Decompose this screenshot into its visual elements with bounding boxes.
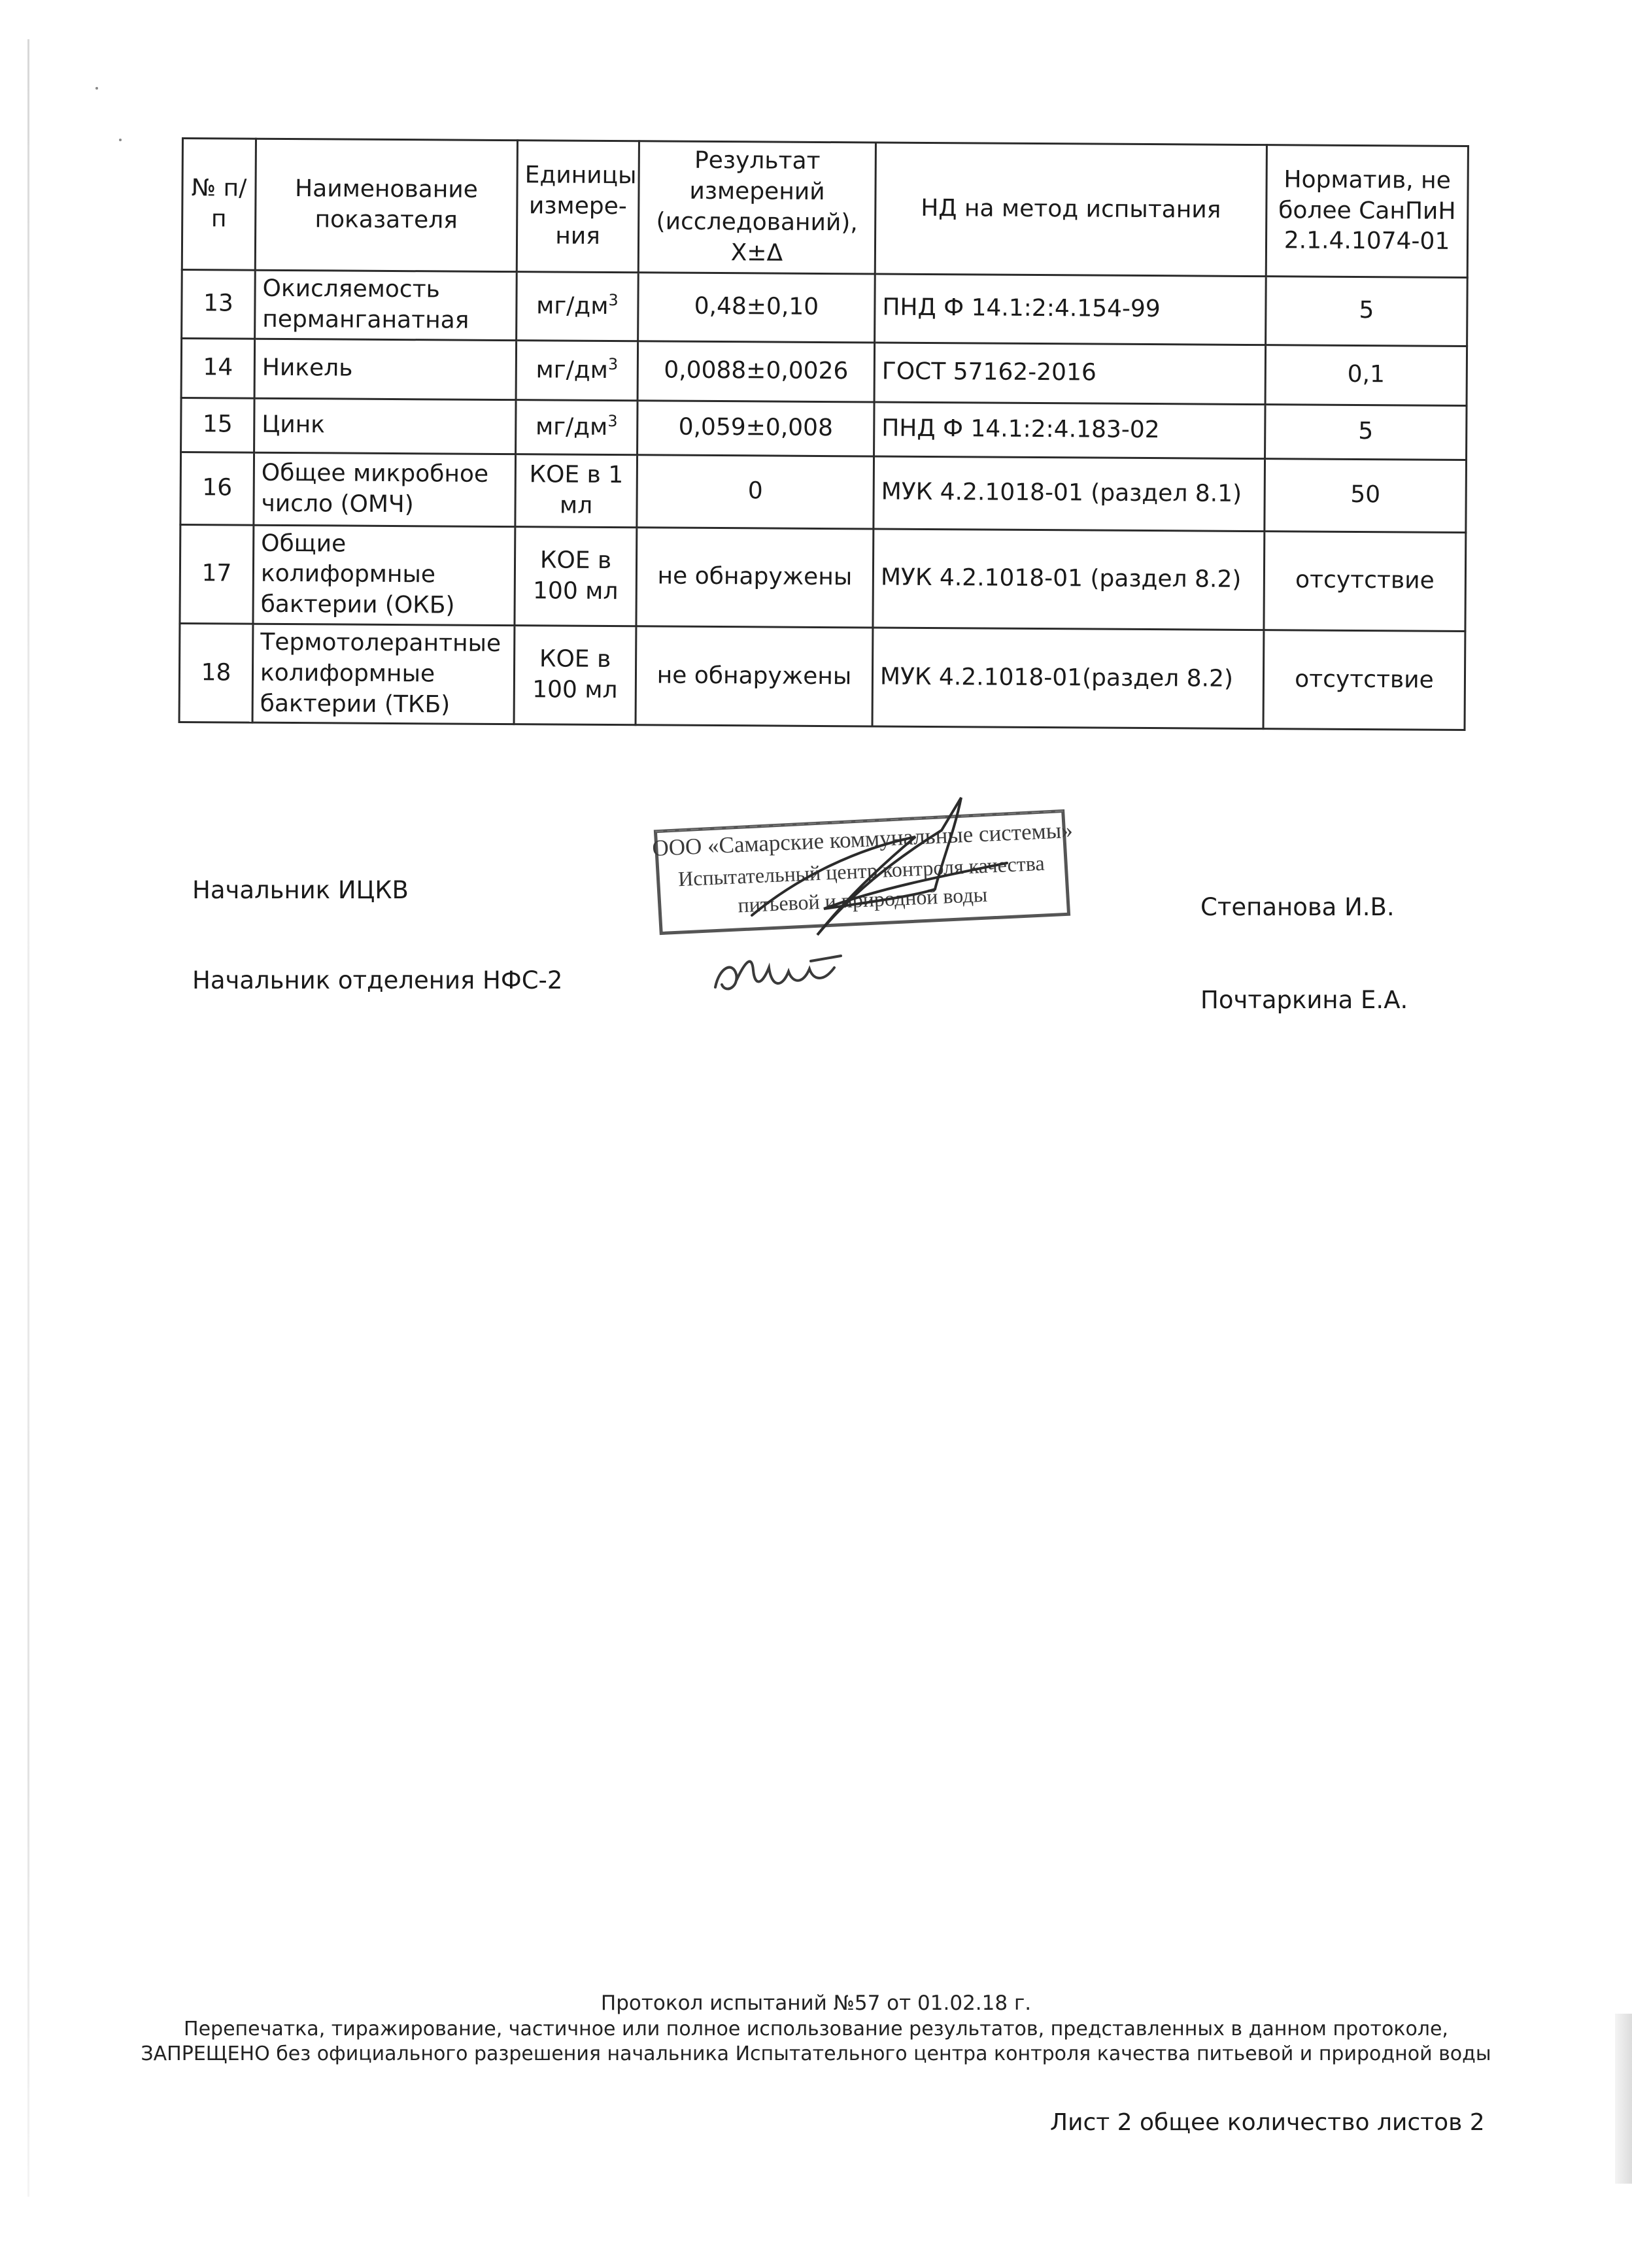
unit-text: мг/дм	[536, 356, 608, 384]
cell-num: 17	[180, 524, 254, 624]
cell-nd: МУК 4.2.1018-01 (раздел 8.1)	[874, 456, 1265, 532]
cell-unit: КОЕ в 1 мл	[515, 454, 638, 527]
cell-result: 0,48±0,10	[638, 273, 876, 343]
unit-text: мг/дм	[535, 413, 608, 441]
footer-reprint-notice: Перепечатка, тиражирование, частичное или полное использование результатов, представленных в данном протоколе,	[184, 2018, 1448, 2040]
unit-superscript: 3	[608, 291, 619, 310]
cell-num: 15	[181, 398, 255, 452]
header-num: № п/п	[182, 139, 256, 271]
cell-name: Никель	[254, 339, 517, 399]
cell-nd: ПНД Ф 14.1:2:4.183-02	[874, 402, 1265, 459]
stamp-line-3: питьевой и природной воды	[737, 882, 988, 917]
table-row	[180, 452, 1467, 532]
cell-num: 13	[182, 270, 256, 339]
sheet-counter: Лист 2 общее количество листов 2	[1050, 2109, 1485, 2136]
table-row	[181, 398, 1467, 460]
unit-superscript: 3	[607, 355, 619, 374]
head-position-label: Начальник ИЦКВ	[192, 876, 409, 904]
results-table	[178, 137, 1469, 731]
cell-norm: отсутствие	[1263, 630, 1465, 730]
cell-num: 16	[180, 452, 254, 525]
header-name: Наименование показателя	[255, 139, 517, 271]
head-name: Степанова И.В.	[1200, 893, 1395, 921]
cell-nd: ГОСТ 57162-2016	[874, 343, 1266, 405]
dept-position-label: Начальник отделения НФС-2	[192, 966, 563, 994]
cell-unit: КОЕ в 100 мл	[515, 526, 637, 626]
cell-result: 0,059±0,008	[638, 400, 875, 456]
cell-unit	[516, 399, 638, 454]
signature-head-icon	[745, 791, 1020, 961]
cell-norm: 5	[1265, 404, 1467, 460]
cell-norm: 5	[1266, 277, 1468, 346]
cell-unit	[516, 340, 638, 400]
header-nd: НД на метод испытания	[875, 143, 1266, 277]
cell-unit	[517, 272, 639, 341]
stamp-line-2: Испытательный центр контроля качества	[677, 851, 1046, 891]
footer-prohibition: ЗАПРЕЩЕНО без официального разрешения начальника Испытательного центра контроля качества питьевой и природной воды	[141, 2042, 1491, 2065]
table-header-row	[182, 139, 1468, 278]
table-row	[180, 524, 1466, 631]
unit-text: мг/дм	[536, 292, 609, 320]
table-row	[181, 338, 1467, 405]
cell-nd: МУК 4.2.1018-01 (раздел 8.2)	[873, 529, 1265, 630]
scan-dust	[119, 139, 122, 141]
cell-result: 0	[637, 454, 874, 528]
cell-num: 18	[179, 623, 253, 722]
cell-name: Общие колиформные бактерии (ОКБ)	[253, 525, 515, 626]
cell-norm: 0,1	[1265, 345, 1467, 405]
signature-dept-icon	[706, 941, 863, 1013]
table-row	[182, 270, 1468, 347]
cell-result: 0,0088±0,0026	[638, 341, 875, 401]
dept-name: Почтаркина Е.А.	[1200, 986, 1408, 1014]
unit-superscript: 3	[607, 412, 618, 431]
cell-norm: 50	[1265, 458, 1467, 532]
cell-nd: МУК 4.2.1018-01(раздел 8.2)	[872, 628, 1264, 729]
cell-nd: ПНД Ф 14.1:2:4.154-99	[875, 274, 1266, 345]
cell-name: Цинк	[254, 398, 516, 454]
footer-protocol: Протокол испытаний №57 от 01.02.18 г.	[600, 1991, 1032, 2015]
table-row	[179, 623, 1465, 730]
cell-name: Окисляемость перманганатная	[255, 270, 517, 340]
cell-num: 14	[181, 338, 255, 398]
cell-result: не обнаружены	[636, 626, 873, 727]
cell-unit: КОЕ в 100 мл	[514, 626, 636, 726]
cell-result: не обнаружены	[636, 527, 874, 628]
cell-norm: отсутствие	[1264, 531, 1466, 631]
header-result: Результат измерений (исследований), Х±Δ	[638, 141, 876, 274]
scan-edge-left	[27, 39, 29, 2197]
cell-name: Общее микробное число (ОМЧ)	[254, 452, 516, 526]
header-norm: Норматив, не более СанПиН 2.1.4.1074-01	[1266, 145, 1468, 278]
scan-dust	[95, 87, 98, 90]
cell-name: Термотолерантные колиформные бактерии (ТКБ)	[252, 624, 515, 724]
header-unit: Единицы измере-ния	[517, 141, 639, 273]
stamp-line-1: ООО «Самарские коммунальные системы»	[651, 817, 1074, 861]
